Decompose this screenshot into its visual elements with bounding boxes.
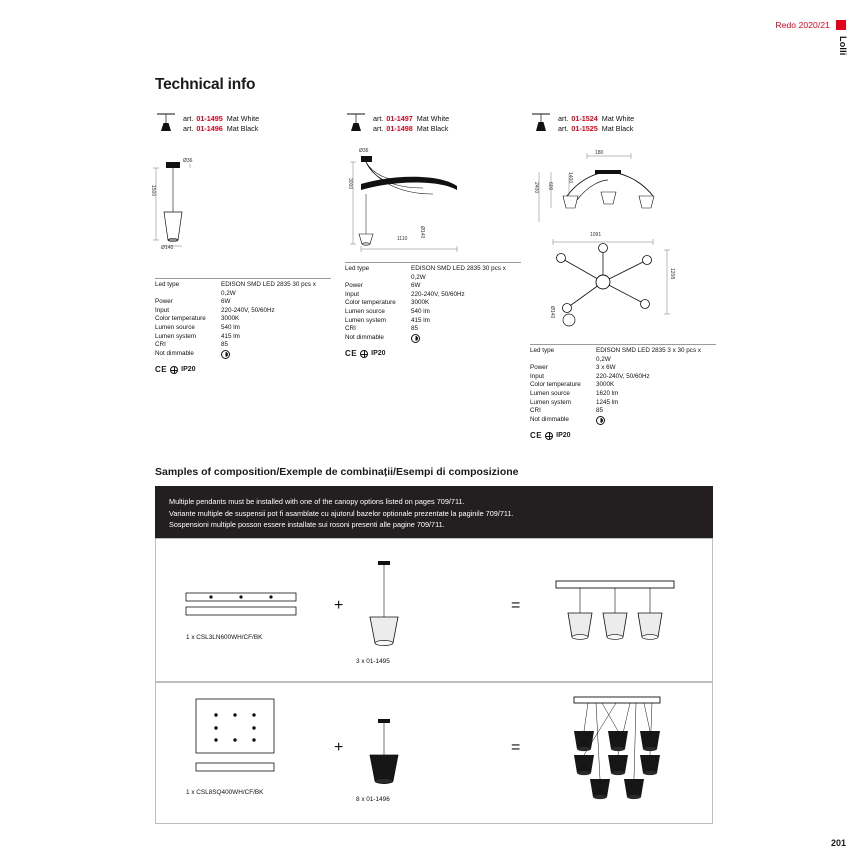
spec-row: Not dimmable	[345, 334, 521, 343]
notice-line-en: Multiple pendants must be installed with one of the canopy options listed on pages 709/711.	[169, 497, 465, 506]
pendant-single-icon	[155, 112, 177, 130]
spec-row: Lumen source 540 lm	[155, 323, 240, 331]
spec-row: Color temperature 3000K	[530, 381, 615, 389]
spec-table-1	[155, 278, 331, 374]
divider	[345, 262, 521, 263]
dimension-label: Ø36	[359, 148, 369, 154]
ce-mark: CE	[155, 364, 168, 374]
dimension-label: 1110	[397, 236, 408, 242]
spec-row: Color temperature 3000K	[155, 315, 240, 323]
dimension-label: Ø36	[183, 158, 193, 164]
samples-section-title: Samples of composition/Exemple de combinații/Esempi di composizione	[155, 466, 519, 478]
pendant-caption: 8 x 01-1496	[356, 796, 390, 803]
technical-drawing-2	[345, 148, 535, 258]
spec-row: Power 6W	[345, 282, 421, 290]
pendant-caption: 3 x 01-1495	[356, 658, 390, 665]
certification-badges	[155, 366, 331, 375]
spec-row: Led type EDISON SMD LED 2835 30 pcs x 0,2W	[155, 281, 316, 297]
dimension-label: Ø140	[549, 306, 555, 319]
plus-operator: +	[334, 739, 344, 756]
globe-icon	[170, 366, 178, 374]
dimension-label: 1400	[567, 172, 573, 184]
spec-row: CRI 85	[155, 341, 229, 349]
article-code: 01-1496	[196, 123, 223, 133]
dimension-label: 2400	[533, 182, 539, 194]
spec-table-2	[345, 262, 521, 358]
page-number: 201	[830, 838, 846, 848]
header-brand: Redo 2020/21	[775, 20, 830, 30]
article-row: art. 01-1495 Mat White	[183, 114, 260, 123]
ce-mark: CE	[345, 348, 358, 358]
dimension-label: Ø140	[419, 226, 425, 239]
certification-badges	[345, 350, 521, 359]
spec-row: Led type EDISON SMD LED 2835 3 x 30 pcs x 0,2W	[530, 347, 701, 363]
spec-row: Lumen source 1620 lm	[530, 389, 619, 397]
article-row: art. 01-1498 Mat Black	[373, 123, 449, 133]
not-dimmable-icon	[596, 416, 605, 425]
spec-row: CRI 85	[530, 407, 604, 415]
notice-line-ro: Variante multiple de suspensii pot fi asamblate cu ajutorul bazelor optionale prezentate la paginile 709/711.	[169, 508, 514, 518]
divider	[530, 344, 716, 345]
spec-row: Input 220-240V, 50/60Hz	[155, 306, 275, 314]
ip-rating: IP20	[371, 349, 386, 357]
article-code: 01-1495	[196, 114, 223, 123]
spec-row: Power 3 x 6W	[530, 364, 616, 372]
dimension-label: 180	[595, 150, 604, 156]
spec-row: Lumen system 415 lm	[155, 332, 240, 340]
certification-badges	[530, 432, 716, 441]
article-code: 01-1524	[571, 114, 598, 123]
header-accent-square	[836, 20, 846, 30]
article-code: 01-1497	[386, 114, 413, 123]
spec-row: Power 6W	[155, 298, 231, 306]
globe-icon	[360, 350, 368, 358]
canopy-caption: 1 x CSL3LN600WH/CF/BK	[186, 634, 263, 641]
installation-notice	[155, 486, 713, 538]
spec-row: Led type EDISON SMD LED 2835 30 pcs x 0,2W	[345, 265, 506, 281]
dimension-label: 1500	[150, 185, 156, 197]
spec-row: Lumen system 1245 lm	[530, 398, 619, 406]
ip-rating: IP20	[556, 431, 571, 439]
equals-operator: =	[511, 597, 521, 614]
composition-row-1	[155, 538, 713, 682]
technical-drawing-1	[150, 150, 335, 260]
ip-rating: IP20	[181, 365, 196, 373]
spec-row: Input 220-240V, 50/60Hz	[530, 372, 650, 380]
not-dimmable-icon	[411, 334, 420, 343]
pendant-single-icon	[345, 112, 367, 130]
pendant-triple-icon	[530, 112, 552, 130]
spec-row: Color temperature 3000K	[345, 299, 430, 307]
article-row: art. 01-1496 Mat Black	[183, 123, 259, 133]
spec-row: Input 220-240V, 50/60Hz	[345, 290, 465, 298]
chapter-tab: Lolli	[838, 36, 848, 56]
page-title: Technical info	[155, 76, 256, 93]
spec-row: Not dimmable	[530, 416, 716, 425]
spec-row: Lumen source 540 lm	[345, 307, 430, 315]
dimension-label: 1208	[669, 268, 675, 280]
equals-operator: =	[511, 739, 521, 756]
dimension-label: 3000	[347, 178, 353, 190]
notice-line-it: Sospensioni multiple posson essere installate sui rosoni presenti alle pagine 709/711.	[169, 520, 445, 529]
technical-drawing-3-plan	[527, 232, 717, 337]
plus-operator: +	[334, 597, 344, 614]
divider	[155, 278, 331, 279]
spec-table-3	[530, 344, 716, 440]
spec-row: Lumen system 415 lm	[345, 316, 430, 324]
ce-mark: CE	[530, 430, 543, 440]
composition-row-2	[155, 682, 713, 824]
spec-row: CRI 85	[345, 325, 419, 333]
canopy-caption: 1 x CSL8SQ400WH/CF/BK	[186, 789, 264, 796]
article-row: art. 01-1497 Mat White	[373, 114, 450, 123]
not-dimmable-icon	[221, 350, 230, 359]
dimension-label: 1091	[590, 232, 602, 238]
dimension-label: 600	[547, 182, 553, 191]
spec-row: Not dimmable	[155, 350, 331, 359]
article-code: 01-1498	[386, 123, 413, 133]
globe-icon	[545, 432, 553, 440]
article-code: 01-1525	[571, 123, 598, 133]
dimension-label: Ø140	[161, 245, 174, 251]
article-row: art. 01-1525 Mat Black	[558, 123, 634, 133]
article-row: art. 01-1524 Mat White	[558, 114, 635, 123]
